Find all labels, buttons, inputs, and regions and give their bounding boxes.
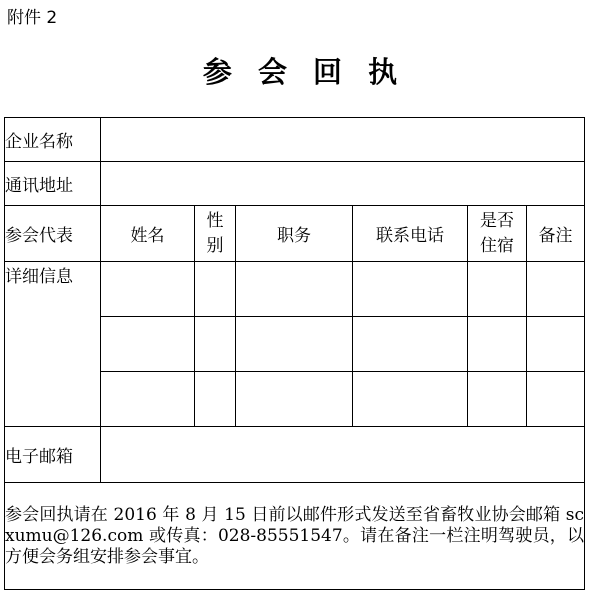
delegate-2-gender-cell[interactable]: [195, 317, 236, 372]
address-label: 通讯地址: [5, 162, 101, 206]
col-header-phone: 联系电话: [353, 206, 468, 262]
email-field[interactable]: [101, 427, 585, 483]
delegate-1-gender-cell[interactable]: [195, 262, 236, 317]
delegate-3-name-cell[interactable]: [101, 372, 195, 427]
company-name-field[interactable]: [101, 118, 585, 162]
delegate-2-remarks-cell[interactable]: [527, 317, 585, 372]
delegate-3-phone-cell[interactable]: [353, 372, 468, 427]
delegate-2-position-cell[interactable]: [236, 317, 353, 372]
delegate-2-name-cell[interactable]: [101, 317, 195, 372]
delegate-2-lodging-cell[interactable]: [468, 317, 527, 372]
delegate-3-remarks-cell[interactable]: [527, 372, 585, 427]
col-header-gender: [195, 206, 236, 262]
form-title: 参会回执: [202, 55, 424, 89]
col-header-lodging: [468, 206, 527, 262]
delegate-1-position-cell[interactable]: [236, 262, 353, 317]
receipt-form-table: [4, 117, 585, 590]
delegate-3-gender-cell[interactable]: [195, 372, 236, 427]
details-label: 详细信息: [5, 262, 101, 427]
submission-note: 参会回执请在 2016 年 8 月 15 日前以邮件形式发送至省畜牧业协会邮箱 scxumu@126.com 或传真：028-85551547。请在备注一栏注明驾驶员，以方便会务组安排参会事宜。: [5, 483, 585, 590]
col-header-position: 职务: [236, 206, 353, 262]
company-name-label: 企业名称: [5, 118, 101, 162]
email-label: 电子邮箱: [5, 427, 101, 483]
delegate-label: 参会代表: [5, 206, 101, 262]
attachment-label: 附件 2: [7, 8, 58, 28]
delegate-3-lodging-cell[interactable]: [468, 372, 527, 427]
delegate-1-lodging-cell[interactable]: [468, 262, 527, 317]
delegate-1-name-cell[interactable]: [101, 262, 195, 317]
col-header-remarks: 备注: [527, 206, 585, 262]
col-header-lodging-text: 是否住宿: [479, 210, 514, 256]
delegate-3-position-cell[interactable]: [236, 372, 353, 427]
col-header-name: 姓名: [101, 206, 195, 262]
address-field[interactable]: [101, 162, 585, 206]
delegate-1-phone-cell[interactable]: [353, 262, 468, 317]
col-header-gender-text: 性别: [206, 210, 224, 256]
delegate-1-remarks-cell[interactable]: [527, 262, 585, 317]
delegate-2-phone-cell[interactable]: [353, 317, 468, 372]
